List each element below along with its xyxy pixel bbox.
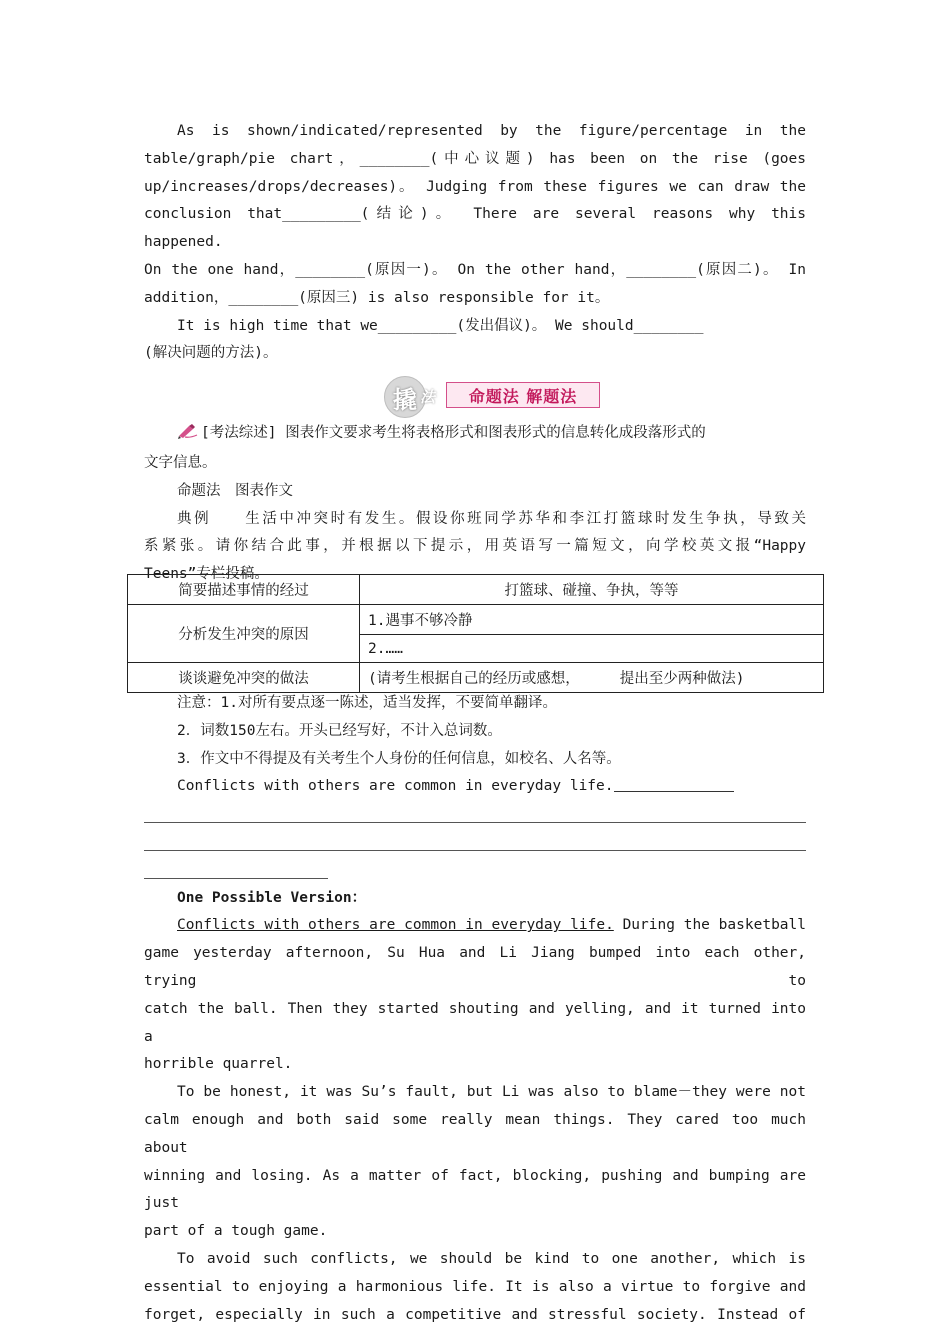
answer-line[interactable] bbox=[144, 801, 806, 829]
table-cell: 2.…… bbox=[360, 635, 824, 663]
answer-line-text: Conflicts with others are common in everyday life. During the basketball bbox=[177, 917, 806, 934]
template-line: table/graph/pie chart，________(中心议题) has been on the rise (goes bbox=[144, 150, 806, 167]
answer-line-text: To avoid such conflicts, we should be kind to one another, which is bbox=[177, 1250, 806, 1267]
template-line: (解决问题的方法)。 bbox=[144, 345, 278, 362]
example-line: 系紧张。请你结合此事，并根据以下提示，用英语写一篇短文，向学校英文报“Happy bbox=[144, 538, 806, 555]
section-banner bbox=[144, 370, 806, 420]
answer-line[interactable] bbox=[144, 829, 806, 857]
method-text: 图表作文要求考生将表格形式和图表形式的信息转化成段落形式的 bbox=[276, 425, 706, 442]
answer-line-text: calm enough and both said some really mean things. They cared too much about bbox=[144, 1111, 806, 1156]
pen-icon bbox=[177, 422, 201, 450]
banner-tag: 法 bbox=[420, 388, 436, 407]
table-cell: 谈谈避免冲突的做法 bbox=[128, 663, 360, 693]
answer-line-text: horrible quarrel. bbox=[144, 1056, 293, 1073]
cell-text: 提出至少两种做法) bbox=[619, 671, 745, 687]
note-line: 2．词数150左右。开头已经写好，不计入总词数。 bbox=[177, 722, 502, 739]
answer-line[interactable] bbox=[144, 857, 806, 885]
table-cell bbox=[360, 663, 824, 693]
table-row bbox=[128, 663, 824, 693]
answer-line-text: To be honest, it was Su’s fault, but Li was also to blame－they were not bbox=[177, 1084, 806, 1101]
table-cell: 分析发生冲突的原因 bbox=[128, 605, 360, 663]
underlined-opening: Conflicts with others are common in everyday life. bbox=[177, 917, 614, 934]
question-type: 命题法 图表作文 bbox=[177, 482, 293, 499]
answer-heading: One Possible Version： bbox=[177, 889, 367, 906]
document-page bbox=[144, 118, 806, 589]
template-line: conclusion that_________(结论)。 There are several reasons why this happened. bbox=[144, 206, 806, 251]
method-text-cont: 文字信息。 bbox=[144, 454, 217, 471]
document-page-lower bbox=[144, 690, 806, 1329]
template-line: On the one hand，________(原因一)。 On the other hand，________(原因二)。 In bbox=[144, 261, 806, 278]
note-line: 注意：1.对所有要点逐一陈述，适当发挥，不要简单翻译。 bbox=[177, 695, 557, 711]
banner-title: 命题法 解题法 bbox=[446, 382, 600, 408]
table-row bbox=[128, 575, 824, 605]
template-line: up/increases/drops/decreases)。 Judging from these figures we can draw the bbox=[144, 178, 806, 195]
template-line: addition，________(原因三) is also responsible for it。 bbox=[144, 289, 610, 306]
answer-line-text: forget, especially in such a competitive and stressful society. Instead of bbox=[144, 1306, 806, 1323]
note-line: 3．作文中不得提及有关考生个人身份的任何信息，如校名、人名等。 bbox=[177, 750, 621, 767]
cell-text: (请考生根据自己的经历或感想， bbox=[368, 671, 580, 687]
essay-opening: Conflicts with others are common in everyday life. bbox=[144, 773, 806, 801]
answer-line-text: game yesterday afternoon, Su Hua and Li Jiang bumped into each other, trying to bbox=[144, 945, 806, 989]
answer-line-text: essential to enjoying a harmonious life. It is also a virtue to forgive and bbox=[144, 1278, 806, 1295]
answer-line-text: winning and losing. As a matter of fact, blocking, pushing and bumping are just bbox=[144, 1167, 806, 1212]
method-label: [考法综述] bbox=[201, 425, 277, 442]
table-cell: 1.遇事不够冷静 bbox=[360, 605, 824, 635]
table-row bbox=[128, 605, 824, 635]
template-line: It is high time that we_________(发出倡议)。 We should________ bbox=[177, 317, 704, 334]
table-cell: 打篮球、碰撞、争执，等等 bbox=[360, 575, 824, 605]
answer-line-text: catch the ball. Then they started shouting and yelling, and it turned into a bbox=[144, 1000, 806, 1045]
banner-seal-icon: 撬 bbox=[384, 376, 426, 418]
answer-line-text: part of a tough game. bbox=[144, 1223, 328, 1240]
prompt-table bbox=[127, 574, 824, 693]
template-line: As is shown/indicated/represented by the figure/percentage in the bbox=[177, 123, 806, 139]
answer-blank[interactable] bbox=[614, 777, 734, 792]
method-summary bbox=[144, 420, 806, 450]
table-cell: 简要描述事情的经过 bbox=[128, 575, 360, 605]
example-line: Teens”专栏投稿。 bbox=[144, 566, 269, 583]
example-line: 典例 生活中冲突时有发生。假设你班同学苏华和李江打篮球时发生争执，导致关 bbox=[177, 510, 806, 527]
